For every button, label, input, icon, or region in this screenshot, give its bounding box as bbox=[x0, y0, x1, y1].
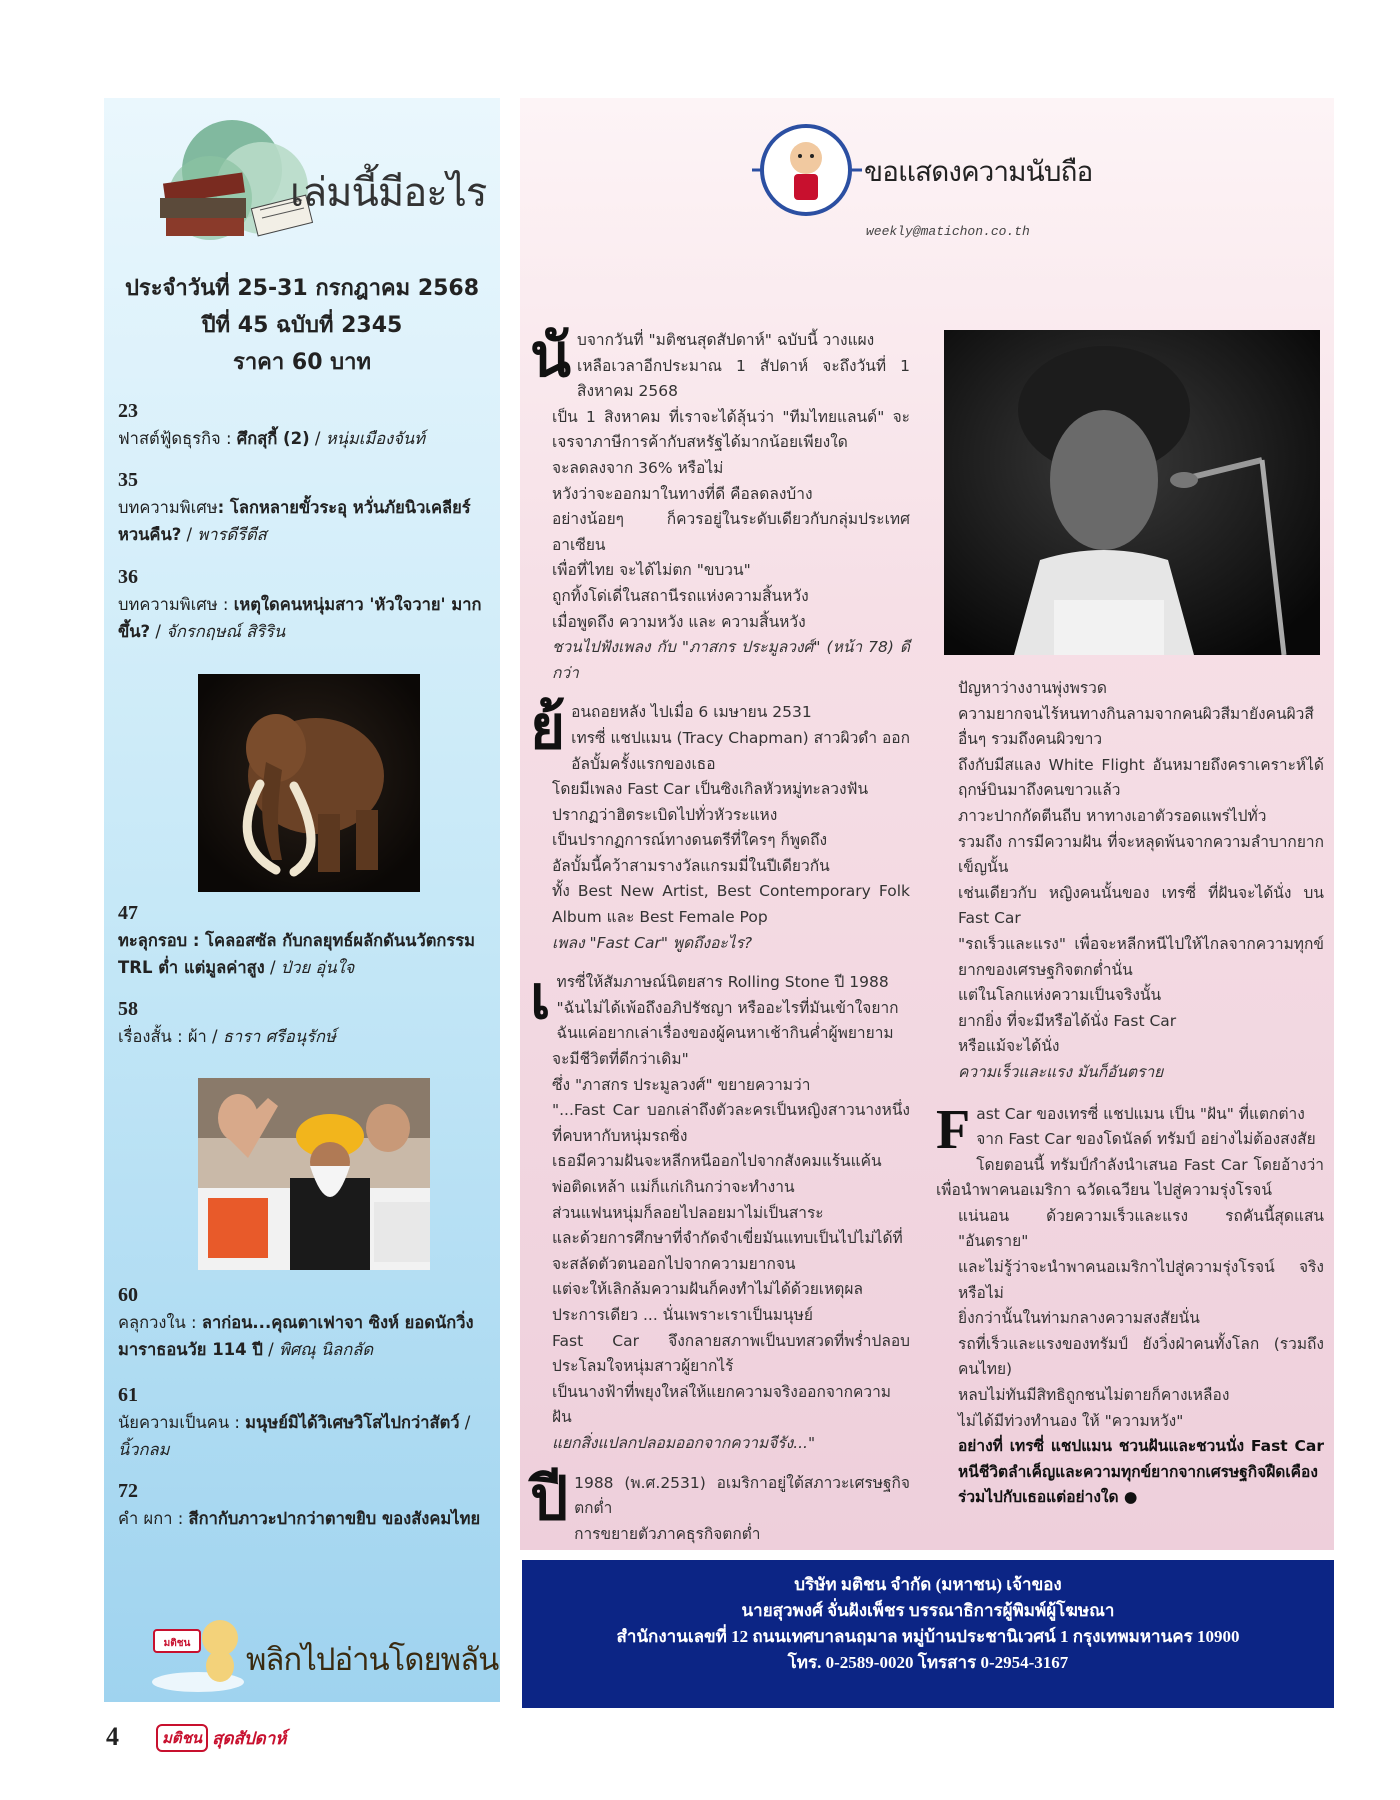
text-line: ast Car ของเทรซี่ แชปแมน เป็น "ฝัน" ที่แตกต่าง bbox=[976, 1104, 1305, 1123]
toc-entry[interactable] bbox=[118, 900, 490, 981]
letters-column-1 bbox=[530, 323, 910, 1547]
promo-text: พลิกไปอ่านโดยพลัน bbox=[246, 1642, 499, 1678]
toc-sep: / bbox=[264, 958, 281, 977]
text-line: ฉันแค่อยากเล่าเรื่องของผู้คนหาเช้ากินค่ำผู้พยายามจะมีชีวิตที่ดีกว่าเดิม" bbox=[552, 1024, 894, 1069]
toc-section: ฟาสต์ฟู้ดธุรกิจ : bbox=[118, 429, 237, 448]
text-line: พ่อติดเหล้า แม่ก็แก่เกินกว่าจะทำงาน bbox=[552, 1178, 795, 1196]
text-line: การขยายตัวภาคธุรกิจตกต่ำ bbox=[574, 1524, 761, 1543]
letters-column-2 bbox=[936, 676, 1324, 1511]
text-line: บจากวันที่ "มติชนสุดสัปดาห์" ฉบับนี้ วางแผง bbox=[577, 331, 875, 349]
issue-price: ราคา 60 บาท bbox=[233, 350, 371, 375]
paragraph bbox=[530, 1465, 910, 1548]
toc-page-number: 58 bbox=[118, 998, 138, 1020]
text-line: โดยตอนนี้ ทรัมป์กำลังนำเสนอ Fast Car โดยอ้างว่าเพื่อนำพาคนอเมริกา ฉวัดเฉวียน ไปสู่ความรุ่งโรจน์ bbox=[936, 1155, 1324, 1200]
text-line: ซึ่ง "ภาสกร ประมูลวงศ์" ขยายความว่า bbox=[552, 1075, 811, 1094]
drop-cap: เ bbox=[530, 965, 551, 1032]
toc-author: จักรกฤษณ์ สิริริน bbox=[166, 622, 286, 641]
issue-date: ประจำวันที่ 25-31 กรกฎาคม 2568 bbox=[124, 276, 480, 301]
text-line: "รถเร็วและแรง" เพื่อจะหลีกหนีไปให้ไกลจากความทุกข์ยากของเศรษฐกิจตกต่ำนั่น bbox=[958, 934, 1324, 979]
text-line: เป็นปรากฏการณ์ทางดนตรีที่ใครๆ ก็พูดถึง bbox=[552, 831, 828, 850]
toc-sep: / bbox=[150, 622, 167, 641]
text-line: โดยมีเพลง Fast Car เป็นซิงเกิลหัวหมู่ทะลวงฟัน bbox=[552, 780, 869, 799]
toc-page-number: 61 bbox=[118, 1384, 138, 1406]
text-line: ความเร็วและแรง มันก็อันตราย bbox=[958, 1062, 1164, 1081]
paragraph bbox=[530, 323, 910, 686]
text-line: ปรากฏว่าฮิตระเบิดไปทั่วหัวระแหง bbox=[552, 805, 778, 824]
toc-sep: / bbox=[262, 1340, 279, 1359]
text-line: จะลดลงจาก 36% หรือไม่ bbox=[552, 458, 724, 477]
mascot-sign-text: มติชน bbox=[163, 1638, 191, 1649]
toc-section: คำ ผกา : bbox=[118, 1509, 189, 1528]
toc-headline: : โลกหลายขั้วระอุ หวั่นภัยนิวเคลียร์หวนคืน? bbox=[118, 498, 471, 544]
toc-page-number: 36 bbox=[118, 566, 138, 588]
text-line: เมื่อพูดถึง ความหวัง และ ความสิ้นหวัง bbox=[552, 612, 806, 631]
letters-email[interactable]: weekly@matichon.co.th bbox=[866, 224, 1030, 239]
publisher-line: บริษัท มติชน จำกัด (มหาชน) เจ้าของ bbox=[794, 1575, 1062, 1594]
toc-section: คลุกวงใน : bbox=[118, 1313, 202, 1332]
text-line: และด้วยการศึกษาที่จำกัดจำเขี่ยมันแทบเป็นไปไม่ได้ที่จะสลัดตัวตนออกไปจากความยากจน bbox=[552, 1229, 903, 1273]
paragraph bbox=[530, 965, 910, 1456]
text-line: ถูกทิ้งโด่เดี่ในสถานีรถแห่งความสิ้นหวัง bbox=[552, 586, 809, 605]
publisher-line: โทร. 0-2589-0020 โทรสาร 0-2954-3167 bbox=[787, 1653, 1069, 1672]
text-line: รถที่เร็วและแรงของทรัมป์ ยังวิ่งฝ่าคนทั้งโลก (รวมถึงคนไทย) bbox=[958, 1334, 1324, 1379]
text-line: เป็น 1 สิงหาคม ที่เราจะได้ลุ้นว่า "ทีมไทยแลนด์" จะเจรจาภาษีการค้ากับสหรัฐได้มากน้อยเพียงใด bbox=[552, 407, 910, 452]
drop-cap: ปี bbox=[530, 1465, 569, 1532]
toc-author: ธารา ศรีอนุรักษ์ bbox=[222, 1027, 336, 1046]
toc-author: พิศณุ นิลกลัด bbox=[278, 1340, 374, 1359]
text-line: ถึงกับมีสแลง White Flight อันหมายถึงคราเคราะห์ได้ฤกษ์บินมาถึงคนขาวแล้ว bbox=[958, 755, 1324, 800]
marathon-runner-photo bbox=[198, 1078, 430, 1270]
toc-entry[interactable] bbox=[118, 1382, 490, 1463]
text-line: เพื่อที่ไทย จะได้ไม่ตก "ขบวน" bbox=[552, 561, 751, 580]
toc-author: พารดีรีตีส bbox=[197, 525, 267, 544]
text-line: ชวนไปฟังเพลง กับ "ภาสกร ประมูลวงศ์" (หน้า 78) ดีกว่า bbox=[552, 638, 910, 682]
text-line: ทรซี่ให้สัมภาษณ์นิตยสาร Rolling Stone ปี 1988 bbox=[556, 973, 889, 992]
toc-entry[interactable] bbox=[118, 467, 490, 548]
drop-cap: F bbox=[936, 1098, 971, 1161]
text-line: Fast Car จึงกลายสภาพเป็นบทสวดที่พร่ำปลอบประโลมใจหนุ่มสาวผู้ยากไร้ bbox=[552, 1331, 910, 1376]
toc-author: หนุ่มเมืองจันท์ bbox=[325, 429, 426, 448]
toc-headline: ศึกสุกี้ (2) bbox=[236, 429, 310, 448]
issue-number: ปีที่ 45 ฉบับที่ 2345 bbox=[201, 313, 403, 338]
toc-sep: / bbox=[181, 525, 198, 544]
text-line: "...Fast Car บอกเล่าถึงตัวละครเป็นหญิงสาวนางหนึ่งที่คบหากับหนุ่มรถซิ่ง bbox=[552, 1101, 910, 1145]
mascot-promo-icon bbox=[148, 1608, 248, 1694]
text-line: เป็นนางฟ้าที่พยุงใหล่ให้แยกความจริงออกจากความฝัน bbox=[552, 1382, 892, 1427]
text-line: ยากยิ่ง ที่จะมีหรือได้นั่ง Fast Car bbox=[958, 1011, 1177, 1030]
toc-section: นัยความเป็นคน : bbox=[118, 1413, 246, 1432]
text-line: ทั้ง Best New Artist, Best Contemporary Folk Album และ Best Female Pop bbox=[552, 882, 910, 927]
toc-section: บทความพิเศษ bbox=[118, 498, 218, 517]
text-line: แต่จะให้เลิกล้มความฝันก็คงทำไม่ได้ด้วยเหตุผลประการเดียว ... นั่นเพราะเราเป็นมนุษย์ bbox=[552, 1280, 863, 1324]
toc-entry[interactable] bbox=[118, 1282, 490, 1363]
text-line: ส่วนแฟนหนุ่มก็ลอยไปลอยมาไม่เป็นสาระ bbox=[552, 1203, 824, 1222]
toc-page-number: 72 bbox=[118, 1480, 138, 1502]
text-line: ไม่ได้มีท่วงทำนอง ให้ "ความหวัง" bbox=[958, 1411, 1184, 1430]
toc-headline: สีกากับภาวะปากว่าตาขยิบ ของสังคมไทย bbox=[188, 1509, 481, 1528]
text-line: ปัญหาว่างงานพุ่งพรวด bbox=[958, 679, 1107, 697]
letters-title: ขอแสดงความนับถือ bbox=[864, 155, 1093, 188]
text-line: 1988 (พ.ศ.2531) อเมริกาอยู่ใต้สภาวะเศรษฐกิจตกต่ำ bbox=[574, 1473, 910, 1518]
brand-logo: มติชน bbox=[156, 1724, 208, 1752]
text-line: อัลบั้มนี้คว้าสามรางวัลแกรมมี่ในปีเดียวกัน bbox=[552, 856, 830, 875]
text-line: เทรซี่ แชปแมน (Tracy Chapman) สาวผิวดำ ออกอัลบั้มครั้งแรกของเธอ bbox=[571, 728, 910, 773]
text-line: และไม่รู้ว่าจะนำพาคนอเมริกาไปสู่ความรุ่งโรจน์ จริงหรือไม่ bbox=[958, 1258, 1324, 1302]
toc-entry[interactable] bbox=[118, 996, 490, 1050]
toc-page-number: 35 bbox=[118, 469, 138, 491]
text-line: หรือแม้จะได้นั่ง bbox=[958, 1037, 1060, 1056]
letters-mascot-logo bbox=[752, 120, 862, 220]
toc-author: นิ้วกลม bbox=[118, 1440, 170, 1459]
drop-cap: นั bbox=[530, 323, 572, 389]
text-line: อนถอยหลัง ไปเมื่อ 6 เมษายน 2531 bbox=[571, 703, 812, 722]
issue-info bbox=[104, 270, 500, 381]
text-line: หลบไม่ทันมีสิทธิถูกชนไม่ตายก็คางเหลือง bbox=[958, 1386, 1230, 1405]
text-line: "ฉันไม่ได้เพ้อถึงอภิปรัชญา หรืออะไรที่มันเข้าใจยาก bbox=[556, 998, 899, 1017]
toc-page-number: 23 bbox=[118, 400, 138, 422]
toc-entry[interactable] bbox=[118, 1478, 490, 1532]
toc-sep: / bbox=[459, 1413, 471, 1432]
text-line: ยิ่งกว่านั้นในท่ามกลางความสงสัยนั่น bbox=[958, 1309, 1200, 1328]
toc-entry[interactable] bbox=[118, 564, 490, 645]
text-line: จาก Fast Car ของโดนัลด์ ทรัมป์ อย่างไม่ต้องสงสัย bbox=[976, 1130, 1316, 1149]
footer-brand bbox=[156, 1724, 286, 1752]
toc-entry[interactable] bbox=[118, 398, 490, 452]
text-line: เพลง "Fast Car" พูดถึงอะไร? bbox=[552, 933, 753, 952]
text-line: แน่นอน ด้วยความเร็วและแรง รถคันนี้สุดแสน "อันตราย" bbox=[958, 1206, 1324, 1251]
text-line: เช่นเดียวกับ หญิงคนนั้นของ เทรซี่ ที่ฝันจะได้นั่ง บน Fast Car bbox=[958, 883, 1324, 928]
text-line: รวมถึง การมีความฝัน ที่จะหลุดพ้นจากความลำบากยากเข็ญนั้น bbox=[958, 832, 1324, 877]
text-line: ภาวะปากกัดตีนถีบ หาทางเอาตัวรอดแพร่ไปทั่ว bbox=[958, 806, 1267, 825]
brand-suffix: สุดสัปดาห์ bbox=[212, 1728, 287, 1749]
toc-headline: ลาก่อน...คุณตาเฟาจา ซิงห์ ยอดนักวิ่งมาราธอนวัย 114 ปี bbox=[118, 1313, 474, 1359]
text-line: อย่างน้อยๆ ก็ควรอยู่ในระดับเดียวกับกลุ่มประเทศอาเซียน bbox=[552, 510, 910, 554]
mammoth-photo bbox=[198, 674, 420, 892]
toc-headline: ทะลุกรอบ : โคลอสซัล กับกลยุทธ์ผลักดันนวัตกรรม TRL ต่ำ แต่มูลค่าสูง bbox=[118, 931, 476, 977]
toc-headline: มนุษย์มิได้วิเศษวิโสไปกว่าสัตว์ bbox=[245, 1413, 460, 1432]
paragraph bbox=[530, 695, 910, 956]
text-line: แยกสิ่งแปลกปลอมออกจากความจีรัง..." bbox=[552, 1433, 816, 1452]
toc-author: ป่วย อุ่นใจ bbox=[280, 958, 355, 977]
text-line: แต่ในโลกแห่งความเป็นจริงนั้น bbox=[958, 986, 1162, 1005]
toc-page-number: 60 bbox=[118, 1284, 138, 1306]
publisher-box bbox=[522, 1560, 1334, 1708]
drop-cap: ย้ bbox=[530, 695, 566, 762]
text-line: ความยากจนไร้หนทางกินลามจากคนผิวสีมายังคนผิวสีอื่นๆ รวมถึงคนผิวขาว bbox=[958, 704, 1314, 749]
toc-sep: / bbox=[309, 429, 326, 448]
text-line: อย่างที่ เทรซี่ แชปแมน ชวนฝันและชวนนั่ง Fast Car หนีชีวิตลำเค็ญและความทุกข์ยากจากเศรษฐกิจฝืดเคือง ร่วมไปกับเธอแต่อย่างใด ● bbox=[958, 1437, 1324, 1507]
text-line: หวังว่าจะออกมาในทางที่ดี คือลดลงบ้าง bbox=[552, 484, 813, 503]
text-line: เหลือเวลาอีกประมาณ 1 สัปดาห์ จะถึงวันที่ 1 สิงหาคม 2568 bbox=[577, 356, 910, 401]
toc-section: บทความพิเศษ : bbox=[118, 595, 234, 614]
toc-title: เล่มนี้มีอะไร bbox=[290, 170, 487, 216]
publisher-line: สำนักงานเลขที่ 12 ถนนเทศบาลนฤมาล หมู่บ้านประชานิเวศน์ 1 กรุงเทพมหานคร 10900 bbox=[616, 1627, 1240, 1646]
publisher-line: นายสุวพงศ์ จั่นฝังเพ็ชร บรรณาธิการผู้พิมพ์ผู้โฆษณา bbox=[741, 1601, 1115, 1620]
paragraph bbox=[936, 1098, 1324, 1512]
toc-headline: เหตุใดคนหนุ่มสาว 'หัวใจวาย' มากขึ้น? bbox=[118, 595, 482, 641]
page-number: 4 bbox=[106, 1722, 119, 1751]
toc-section: เรื่องสั้น : ผ้า / bbox=[118, 1027, 223, 1046]
tracy-chapman-photo bbox=[944, 330, 1320, 655]
toc-page-number: 47 bbox=[118, 902, 138, 924]
text-line: เธอมีความฝันจะหลีกหนีออกไปจากสังคมแร้นแค้น bbox=[552, 1152, 882, 1171]
